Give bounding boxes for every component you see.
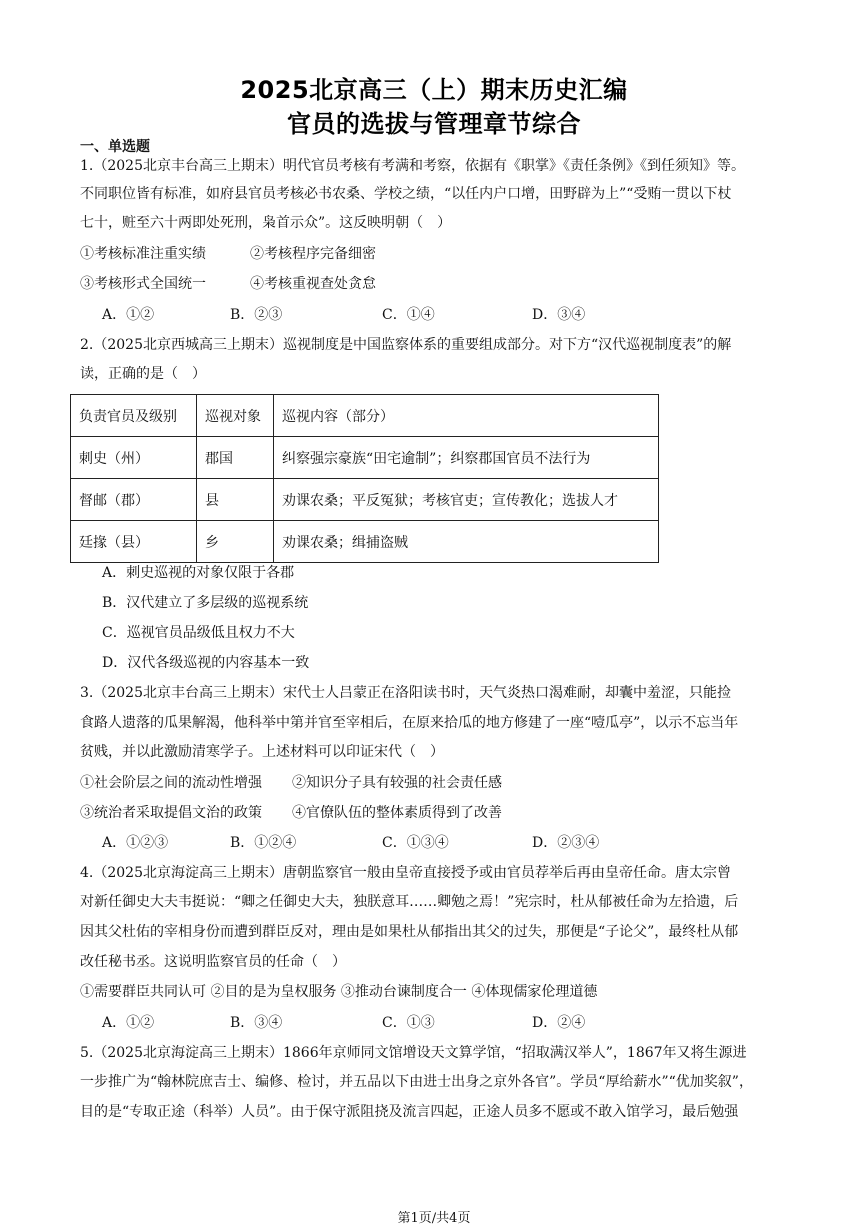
q2-stem-line: 2.（2025北京西城高三上期末）巡视制度是中国监察体系的重要组成部分。对下方“汉代巡视制度表”的解	[80, 337, 732, 353]
table-cell: 刺史（州）	[71, 437, 197, 479]
q2-stem-line: 读，正确的是（ ）	[80, 366, 206, 382]
table-cell: 郡国	[197, 437, 274, 479]
q1-choice-a: A．①②	[102, 307, 155, 323]
q3-stem-line: 食路人遗落的瓜果解渴，他科举中第并官至宰相后，在原来拾瓜的地方修建了一座“噎瓜亭”，以示不忘当年	[80, 715, 739, 731]
page-subtitle: 官员的选拔与管理章节综合	[287, 110, 581, 138]
q4-stem-line: 4.（2025北京海淀高三上期末）唐朝监察官一般由皇帝直接授予或由官员荐举后再由皇帝任命。唐太宗曾	[80, 865, 731, 881]
q3-item: ④官僚队伍的整体素质得到了改善	[292, 805, 502, 821]
han-inspection-table	[70, 394, 659, 563]
q1-choice-c: C．①④	[382, 307, 435, 323]
q1-item: ④考核重视查处贪怠	[250, 276, 376, 292]
q3-choice-d: D．②③④	[532, 835, 600, 851]
q3-choice-a: A．①②③	[102, 835, 169, 851]
q1-item: ②考核程序完备细密	[250, 246, 376, 262]
q3-stem-line: 3.（2025北京丰台高三上期末）宋代士人吕蒙正在洛阳读书时，天气炎热口渴难耐，却囊中羞涩，只能捡	[80, 685, 731, 701]
q4-stem-line: 改任秘书丞。这说明监察官员的任命（ ）	[80, 954, 346, 970]
q1-choice-d: D．③④	[532, 307, 586, 323]
q4-items: ①需要群臣共同认可 ②目的是为皇权服务 ③推动台谏制度合一 ④体现儒家伦理道德	[80, 984, 598, 1000]
page-title: 2025北京高三（上）期末历史汇编	[240, 76, 628, 104]
q5-stem-line: 一步推广为“翰林院庶吉士、编修、检讨，并五品以下由进士出身之京外各官”。学员“厚给薪水”“优加奖叙”，	[80, 1074, 753, 1090]
table-header-cell: 巡视对象	[197, 395, 274, 437]
q3-choice-c: C．①③④	[382, 835, 449, 851]
q2-choice-a: A．刺史巡视的对象仅限于各郡	[102, 565, 295, 581]
q4-choice-a: A．①②	[102, 1015, 155, 1031]
q1-stem-line: 七十，赃至六十两即处死刑，枭首示众”。这反映明朝（ ）	[80, 215, 452, 231]
page-footer: 第1页/共4页	[397, 1211, 471, 1226]
q2-choice-b: B．汉代建立了多层级的巡视系统	[102, 595, 309, 611]
q3-item: ①社会阶层之间的流动性增强	[80, 775, 262, 791]
section-heading: 一、单选题	[80, 139, 150, 155]
table-row	[71, 521, 659, 563]
q4-choice-b: B．③④	[230, 1015, 283, 1031]
q3-item: ③统治者采取提倡文治的政策	[80, 805, 262, 821]
q5-stem-line: 目的是“专取正途（科举）人员”。由于保守派阻挠及流言四起，正途人员多不愿或不敢入馆学习，最后勉强	[80, 1104, 739, 1120]
q5-stem-line: 5.（2025北京海淀高三上期末）1866年京师同文馆增设天文算学馆，“招取满汉举人”，1867年又将生源进	[80, 1045, 747, 1061]
table-row	[71, 479, 659, 521]
table-cell: 劝课农桑；平反冤狱；考核官吏；宣传教化；选拔人才	[274, 479, 659, 521]
q4-stem-line: 因其父杜佑的宰相身份而遭到群臣反对，理由是如果杜从郁指出其父的过失，那便是“子论父”，最终杜从郁	[80, 924, 739, 940]
q3-stem-line: 贫贱，并以此激励清寒学子。上述材料可以印证宋代（ ）	[80, 744, 444, 760]
q1-item: ①考核标准注重实绩	[80, 246, 206, 262]
q3-item: ②知识分子具有较强的社会责任感	[292, 775, 502, 791]
table-cell: 乡	[197, 521, 274, 563]
q4-choice-d: D．②④	[532, 1015, 586, 1031]
q1-stem-line: 1.（2025北京丰台高三上期末）明代官员考核有考满和考察，依据有《职掌》《责任条例》《到任须知》等。	[80, 158, 745, 174]
q3-choice-b: B．①②④	[230, 835, 297, 851]
table-header-cell: 巡视内容（部分）	[274, 395, 659, 437]
q2-choice-d: D．汉代各级巡视的内容基本一致	[102, 655, 310, 671]
table-cell: 劝课农桑；缉捕盗贼	[274, 521, 659, 563]
table-cell: 县	[197, 479, 274, 521]
table-header-row	[71, 395, 659, 437]
q1-stem-line: 不同职位皆有标准，如府县官员考核必书农桑、学校之绩，“以任内户口增，田野辟为上”“受贿一贯以下杖	[80, 186, 732, 202]
table-cell: 廷掾（县）	[71, 521, 197, 563]
q4-stem-line: 对新任御史大夫韦挺说：“卿之任御史大夫，独朕意耳……卿勉之焉！”宪宗时，杜从郁被任命为左拾遗，后	[80, 894, 739, 910]
table-header-cell: 负责官员及级别	[71, 395, 197, 437]
table-row	[71, 437, 659, 479]
table-cell: 纠察强宗豪族“田宅逾制”；纠察郡国官员不法行为	[274, 437, 659, 479]
q1-choice-b: B．②③	[230, 307, 283, 323]
q2-choice-c: C．巡视官员品级低且权力不大	[102, 625, 295, 641]
q4-choice-c: C．①③	[382, 1015, 435, 1031]
q1-item: ③考核形式全国统一	[80, 276, 206, 292]
table-cell: 督邮（郡）	[71, 479, 197, 521]
